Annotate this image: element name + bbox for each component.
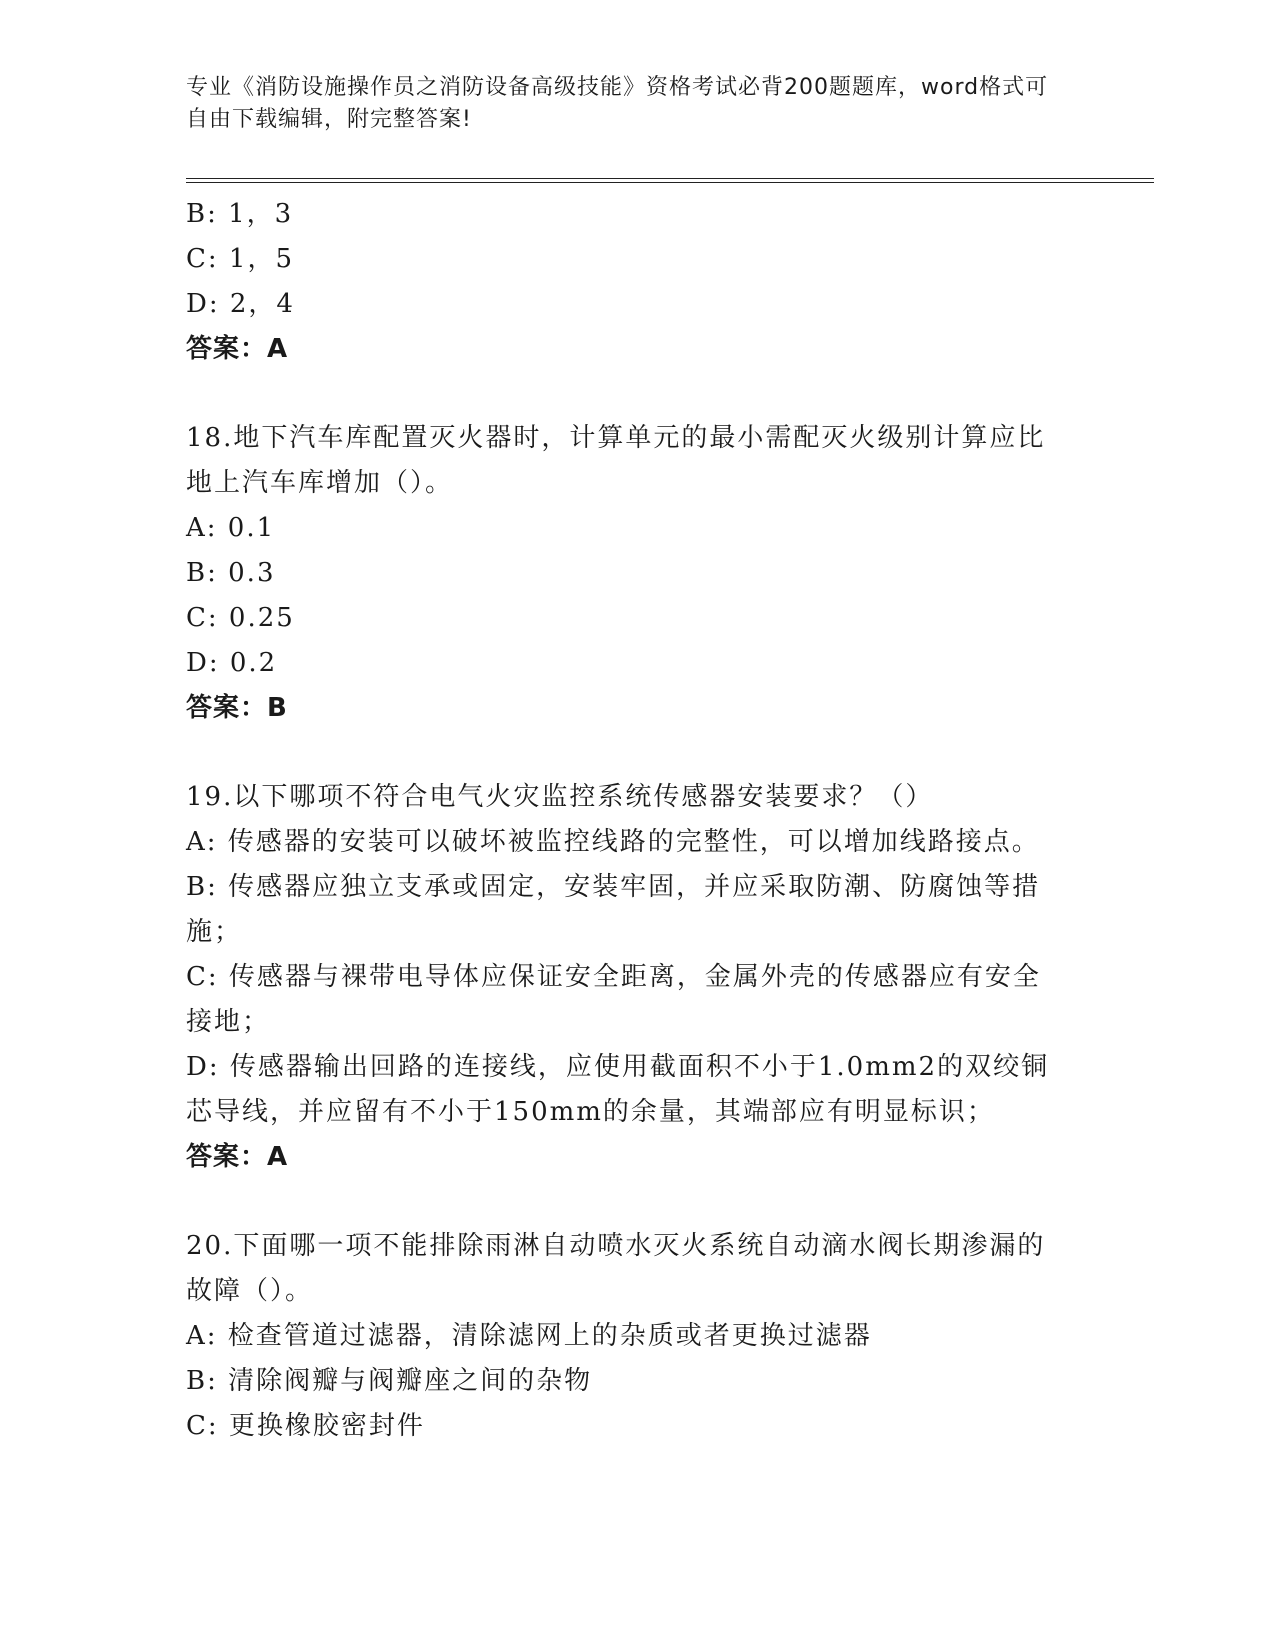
q19-option-b-line1: B: 传感器应独立支承或固定，安装牢固，并应采取防潮、防腐蚀等措 <box>186 872 1041 902</box>
q20-option-b: B: 清除阀瓣与阀瓣座之间的杂物 <box>186 1366 593 1396</box>
q19-option-c-line1: C: 传感器与裸带电导体应保证安全距离，金属外壳的传感器应有安全 <box>186 962 1041 992</box>
header-divider <box>186 178 1154 183</box>
q18-option-b: B: 0.3 <box>186 558 276 588</box>
q19-option-c-line2: 接地； <box>186 1007 271 1037</box>
q18-option-a: A: 0.1 <box>186 513 276 543</box>
q19-option-a: A: 传感器的安装可以破坏被监控线路的完整性，可以增加线路接点。 <box>186 827 1040 857</box>
spacer <box>186 372 1086 416</box>
q20-stem-line1: 20.下面哪一项不能排除雨淋自动喷水灭火系统自动滴水阀长期渗漏的 <box>186 1231 1046 1261</box>
q17-option-b: B: 1，3 <box>186 199 294 229</box>
q19-option-b-line2: 施； <box>186 917 243 947</box>
q18-stem-line1: 18.地下汽车库配置灭火器时，计算单元的最小需配灭火级别计算应比 <box>186 423 1046 453</box>
page-header-title: 专业《消防设施操作员之消防设备高级技能》资格考试必背200题题库，word格式可自由下载编辑，附完整答案! <box>186 75 1049 132</box>
q20-stem-line2: 故障（）。 <box>186 1276 314 1306</box>
q20-option-c: C: 更换橡胶密封件 <box>186 1411 425 1441</box>
q18-option-c: C: 0.25 <box>186 603 295 633</box>
q18-stem-line2: 地上汽车库增加（）。 <box>186 468 454 498</box>
q18-option-d: D: 0.2 <box>186 648 278 678</box>
spacer <box>186 1180 1086 1224</box>
q19-option-d-line1: D: 传感器输出回路的连接线，应使用截面积不小于1.0mm2的双绞铜 <box>186 1052 1050 1082</box>
q17-option-d: D: 2，4 <box>186 289 295 319</box>
q19-option-d-line2: 芯导线，并应留有不小于150mm的余量，其端部应有明显标识； <box>186 1097 995 1127</box>
question-19 <box>186 775 1086 1180</box>
q17-answer: 答案：A <box>186 334 289 364</box>
q19-stem: 19.以下哪项不符合电气火灾监控系统传感器安装要求？（） <box>186 782 934 812</box>
q20-option-a: A: 检查管道过滤器，清除滤网上的杂质或者更换过滤器 <box>186 1321 872 1351</box>
question-content <box>186 192 1086 1449</box>
q18-answer: 答案：B <box>186 693 288 723</box>
spacer <box>186 731 1086 775</box>
question-17-tail <box>186 192 1086 372</box>
q17-option-c: C: 1，5 <box>186 244 295 274</box>
question-18 <box>186 416 1086 731</box>
q19-answer: 答案：A <box>186 1142 289 1172</box>
question-20 <box>186 1224 1086 1449</box>
